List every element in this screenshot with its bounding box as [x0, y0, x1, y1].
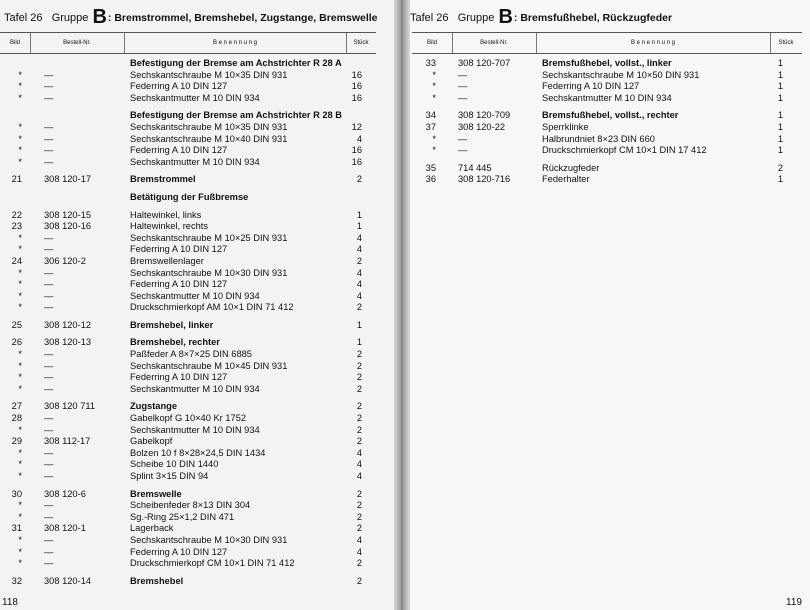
benennung-cell: Federring A 10 DIN 127 [130, 546, 228, 557]
parts-row [0, 221, 380, 233]
bild-cell: 23 [11, 221, 22, 232]
bestell-nr-cell: — [44, 413, 54, 424]
benennung-cell: Sechskantschraube M 10×50 DIN 931 [542, 69, 700, 80]
parts-row [0, 337, 380, 349]
bestell-nr-cell: 308 120-17 [44, 174, 92, 185]
bestell-nr-cell: 308 120-707 [458, 58, 511, 68]
parts-row [0, 122, 380, 134]
parts-row [0, 425, 380, 437]
bestell-nr-cell: — [44, 121, 54, 132]
stueck-cell: 2 [356, 255, 362, 266]
parts-row [0, 436, 380, 448]
parts-row [0, 523, 380, 535]
bild-cell: * [18, 81, 22, 92]
stueck-cell: 1 [777, 145, 783, 156]
bestell-nr-cell: 308 120 711 [44, 401, 96, 412]
bestell-nr-cell: 714 445 [458, 162, 492, 173]
bestell-nr-cell: — [458, 133, 468, 144]
benennung-cell: Haltewinkel, rechts [130, 221, 209, 232]
bild-cell: * [432, 133, 436, 144]
benennung-cell: Scheibe 10 DIN 1440 [130, 459, 219, 470]
bestell-nr-cell: — [44, 145, 54, 156]
stueck-cell: 1 [777, 92, 783, 103]
bild-cell: * [18, 244, 22, 255]
bild-cell: * [18, 349, 22, 360]
bild-cell: * [18, 156, 22, 167]
benennung-cell: Sechskantmutter M 10 DIN 934 [130, 424, 260, 435]
stueck-cell: 2 [356, 575, 362, 586]
parts-row [412, 174, 787, 186]
benennung-cell: Sechskantschraube M 10×35 DIN 931 [130, 121, 288, 132]
group-heading: : Bremstrommel, Bremshebel, Zugstange, Bremswelle [107, 12, 378, 24]
parts-row [0, 471, 380, 483]
bestell-nr-cell: — [458, 69, 468, 80]
parts-row [412, 70, 787, 82]
parts-row [0, 401, 380, 413]
benennung-cell: Bremshebel [130, 575, 184, 586]
parts-row [0, 349, 380, 361]
parts-row [0, 500, 380, 512]
stueck-cell: 4 [356, 290, 362, 301]
benennung-cell: Sechskantmutter M 10 DIN 934 [130, 383, 260, 394]
stueck-cell: 16 [351, 92, 362, 103]
benennung-cell: Sechskantschraube M 10×30 DIN 931 [130, 267, 288, 278]
stueck-cell: 1 [777, 81, 783, 92]
parts-row [0, 459, 380, 471]
bestell-nr-cell: — [44, 92, 54, 103]
left-page [0, 0, 398, 610]
benennung-cell: Sechskantschraube M 10×35 DIN 931 [130, 69, 288, 80]
benennung-cell: Federhalter [542, 174, 590, 185]
stueck-cell: 4 [356, 279, 362, 290]
right-parts-list [412, 58, 787, 186]
benennung-cell: Haltewinkel, links [130, 209, 202, 220]
stueck-cell: 1 [356, 221, 362, 232]
right-page [402, 0, 810, 610]
bild-cell: 34 [425, 110, 436, 121]
parts-row [0, 302, 380, 314]
stueck-cell: 1 [777, 69, 783, 80]
benennung-cell: Splint 3×15 DIN 94 [130, 471, 209, 481]
bestell-nr-cell: 308 120-716 [458, 174, 511, 185]
bestell-nr-cell: — [44, 471, 54, 481]
bestell-nr-cell: — [44, 424, 54, 435]
stueck-cell: 2 [356, 372, 362, 383]
parts-row [0, 279, 380, 291]
left-page-title [4, 6, 378, 29]
bild-cell: * [18, 372, 22, 383]
bestell-nr-cell: — [44, 360, 54, 371]
benennung-cell: Bremsfußhebel, vollst., linker [542, 58, 672, 68]
benennung-cell: Sg.-Ring 25×1,2 DIN 471 [130, 511, 235, 522]
benennung-cell: Bremsfußhebel, vollst., rechter [542, 110, 679, 121]
bild-cell: * [432, 69, 436, 80]
bestell-nr-cell: 308 112-17 [44, 436, 91, 447]
bild-cell: * [18, 232, 22, 243]
bild-cell: * [18, 558, 22, 569]
stueck-cell: 4 [356, 244, 362, 255]
stueck-cell: 2 [356, 523, 362, 534]
benennung-cell: Federring A 10 DIN 127 [130, 372, 228, 383]
bestell-nr-cell: — [44, 558, 54, 569]
bild-cell: 37 [425, 121, 436, 132]
benennung-cell: Federring A 10 DIN 127 [130, 279, 228, 290]
right-page-title [410, 6, 672, 29]
book-gutter [394, 0, 410, 610]
benennung-cell: Befestigung der Bremse am Achstrichter R 28 B [130, 110, 342, 121]
benennung-cell: Sechskantmutter M 10 DIN 934 [130, 290, 260, 301]
stueck-cell: 2 [356, 511, 362, 522]
bild-cell: * [18, 534, 22, 545]
parts-row [0, 576, 380, 588]
stueck-cell: 16 [351, 156, 362, 167]
parts-row [412, 110, 787, 122]
parts-row [0, 145, 380, 157]
bild-cell: 21 [11, 174, 22, 185]
benennung-cell: Druckschmierkopf AM 10×1 DIN 71 412 [130, 302, 294, 313]
parts-row [0, 512, 380, 524]
stueck-cell: 1 [356, 209, 362, 220]
benennung-cell: Sechskantschraube M 10×25 DIN 931 [130, 232, 288, 243]
parts-row [0, 320, 380, 332]
benennung-cell: Paßfeder A 8×7×25 DIN 6885 [130, 349, 252, 360]
benennung-cell: Lagerback [130, 523, 174, 534]
stueck-cell: 2 [356, 383, 362, 394]
parts-row [0, 134, 380, 146]
stueck-cell: 2 [356, 436, 362, 447]
stueck-cell: 1 [777, 133, 783, 144]
bestell-nr-cell: 308 120-15 [44, 209, 92, 220]
bild-cell: * [18, 267, 22, 278]
bild-cell: * [18, 302, 22, 313]
bestell-nr-cell: — [44, 232, 54, 243]
column-header-bestell-nr: Bestell-Nr. [30, 33, 125, 53]
group-letter: B [92, 6, 107, 28]
column-header-bild: Bild [412, 33, 453, 53]
parts-row [412, 122, 787, 134]
bild-cell: 30 [11, 488, 22, 499]
stueck-cell: 12 [351, 121, 362, 132]
stueck-cell: 2 [356, 424, 362, 435]
parts-row [412, 81, 787, 93]
benennung-cell: Federring A 10 DIN 127 [130, 81, 228, 92]
stueck-cell: 1 [356, 337, 362, 348]
bestell-nr-cell: — [458, 92, 468, 103]
stueck-cell: 2 [356, 174, 362, 185]
parts-row [412, 134, 787, 146]
section-heading-row [0, 192, 380, 204]
column-header-bild: Bild [0, 33, 31, 53]
stueck-cell: 1 [777, 110, 783, 121]
stueck-cell: 2 [356, 401, 362, 412]
bestell-nr-cell: 308 120-6 [44, 488, 86, 499]
benennung-cell: Bremshebel, linker [130, 319, 214, 330]
bild-cell: * [18, 69, 22, 80]
benennung-cell: Sechskantmutter M 10 DIN 934 [130, 92, 260, 103]
stueck-cell: 4 [356, 447, 362, 458]
bestell-nr-cell: — [44, 69, 54, 80]
bestell-nr-cell: — [458, 145, 468, 156]
bild-cell: * [18, 511, 22, 522]
benennung-cell: Betätigung der Fußbremse [130, 191, 249, 202]
bild-cell: * [432, 81, 436, 92]
stueck-cell: 1 [356, 319, 362, 330]
bestell-nr-cell: 308 120-709 [458, 110, 511, 121]
parts-row [0, 535, 380, 547]
group-heading: : Bremsfußhebel, Rückzugfeder [513, 12, 673, 24]
parts-row [0, 70, 380, 82]
tafel-label: Tafel 26 [4, 12, 43, 24]
benennung-cell: Druckschmierkopf CM 10×1 DIN 17 412 [542, 145, 707, 156]
stueck-cell: 2 [356, 488, 362, 499]
parts-row [0, 489, 380, 501]
benennung-cell: Sechskantmutter M 10 DIN 934 [130, 156, 260, 167]
bild-cell: * [18, 133, 22, 144]
column-header-stueck: Stück [778, 40, 794, 46]
benennung-cell: Bremshebel, rechter [130, 337, 220, 348]
left-table-header [0, 32, 376, 54]
stueck-cell: 2 [356, 500, 362, 511]
section-heading-row [0, 58, 380, 70]
bild-cell: * [18, 447, 22, 458]
stueck-cell: 2 [356, 558, 362, 569]
parts-row [0, 372, 380, 384]
benennung-cell: Befestigung der Bremse am Achstrichter R 28 A [130, 58, 342, 68]
stueck-cell: 4 [356, 546, 362, 557]
stueck-cell: 2 [356, 360, 362, 371]
parts-row [0, 448, 380, 460]
bild-cell: * [18, 471, 22, 481]
benennung-cell: Sechskantmutter M 10 DIN 934 [542, 92, 672, 103]
stueck-cell: 1 [777, 121, 783, 132]
parts-row [0, 210, 380, 222]
page-number-right: 119 [786, 597, 802, 608]
page-number-left: 118 [2, 597, 18, 608]
bild-cell: * [18, 290, 22, 301]
bestell-nr-cell: — [44, 279, 54, 290]
bestell-nr-cell: 308 120-1 [44, 523, 86, 534]
bestell-nr-cell: — [44, 81, 54, 92]
bild-cell: 28 [11, 413, 22, 424]
parts-row [0, 268, 380, 280]
benennung-cell: Bremstrommel [130, 174, 196, 185]
group-letter: B [498, 6, 513, 28]
bestell-nr-cell: — [458, 81, 468, 92]
bestell-nr-cell: — [44, 349, 54, 360]
bild-cell: 29 [11, 436, 22, 447]
bild-cell: 26 [11, 337, 22, 348]
benennung-cell: Sechskantschraube M 10×30 DIN 931 [130, 534, 288, 545]
bestell-nr-cell: — [44, 133, 54, 144]
bild-cell: 35 [425, 162, 436, 173]
section-heading-row [0, 110, 380, 122]
parts-row [0, 558, 380, 570]
parts-row [412, 93, 787, 105]
bild-cell: * [18, 546, 22, 557]
bild-cell: * [18, 424, 22, 435]
bild-cell: 25 [11, 319, 22, 330]
parts-row [0, 157, 380, 169]
parts-row [0, 413, 380, 425]
bestell-nr-cell: — [44, 156, 54, 167]
parts-row [412, 163, 787, 175]
stueck-cell: 16 [351, 69, 362, 80]
column-header-bestell-nr: Bestell-Nr. [452, 33, 537, 53]
parts-row [0, 174, 380, 186]
bestell-nr-cell: — [44, 500, 54, 511]
parts-row [0, 291, 380, 303]
benennung-cell: Gabelkopf G 10×40 Kr 1752 [130, 413, 247, 424]
gruppe-label: Gruppe [51, 12, 89, 24]
left-parts-list [0, 58, 380, 587]
benennung-cell: Bolzen 10 f 8×28×24,5 DIN 1434 [130, 447, 266, 458]
parts-row [0, 93, 380, 105]
benennung-cell: Druckschmierkopf CM 10×1 DIN 71 412 [130, 558, 295, 569]
bild-cell: * [432, 145, 436, 156]
bild-cell: 24 [11, 255, 22, 266]
bild-cell: * [18, 459, 22, 470]
stueck-cell: 1 [777, 174, 783, 185]
benennung-cell: Federring A 10 DIN 127 [542, 81, 640, 92]
benennung-cell: Bremswelle [130, 488, 182, 499]
column-header-benennung: B e n e n n u n g [124, 33, 347, 53]
benennung-cell: Zugstange [130, 401, 178, 412]
stueck-cell: 4 [356, 459, 362, 470]
bild-cell: 27 [11, 401, 22, 412]
parts-row [0, 233, 380, 245]
bild-cell: * [432, 92, 436, 103]
stueck-cell: 4 [356, 267, 362, 278]
benennung-cell: Federring A 10 DIN 127 [130, 145, 228, 156]
bestell-nr-cell: 308 120-13 [44, 337, 92, 348]
stueck-cell: 2 [356, 302, 362, 313]
benennung-cell: Sechskantschraube M 10×40 DIN 931 [130, 133, 288, 144]
benennung-cell: Federring A 10 DIN 127 [130, 244, 228, 255]
gruppe-label: Gruppe [457, 12, 495, 24]
right-table-header [412, 32, 802, 54]
stueck-cell: 4 [356, 471, 362, 481]
bild-cell: 33 [425, 58, 436, 68]
benennung-cell: Bremswellenlager [130, 255, 204, 266]
stueck-cell: 4 [356, 133, 362, 144]
stueck-cell: 2 [356, 413, 362, 424]
bestell-nr-cell: 308 120-22 [458, 121, 506, 132]
column-header-benennung: B e n e n n u n g [536, 33, 771, 53]
bestell-nr-cell: 308 120-16 [44, 221, 92, 232]
bestell-nr-cell: — [44, 290, 54, 301]
bild-cell: 31 [11, 523, 22, 534]
parts-row [412, 145, 787, 157]
stueck-cell: 2 [356, 349, 362, 360]
stueck-cell: 16 [351, 145, 362, 156]
bestell-nr-cell: — [44, 383, 54, 394]
benennung-cell: Sechskantschraube M 10×45 DIN 931 [130, 360, 288, 371]
bild-cell: * [18, 279, 22, 290]
parts-row [0, 81, 380, 93]
bestell-nr-cell: — [44, 267, 54, 278]
parts-row [0, 384, 380, 396]
bestell-nr-cell: 308 120-12 [44, 319, 92, 330]
parts-row [412, 58, 787, 70]
bild-cell: * [18, 92, 22, 103]
stueck-cell: 16 [351, 81, 362, 92]
stueck-cell: 4 [356, 534, 362, 545]
bestell-nr-cell: — [44, 511, 54, 522]
benennung-cell: Rückzugfeder [542, 162, 600, 173]
bild-cell: * [18, 500, 22, 511]
bestell-nr-cell: — [44, 372, 54, 383]
parts-row [0, 547, 380, 559]
parts-row [0, 256, 380, 268]
bestell-nr-cell: — [44, 546, 54, 557]
bestell-nr-cell: 306 120-2 [44, 255, 86, 266]
benennung-cell: Scheibenfeder 8×13 DIN 304 [130, 500, 251, 511]
bild-cell: 22 [11, 209, 22, 220]
column-header-stueck: Stück [353, 40, 369, 46]
benennung-cell: Gabelkopf [130, 436, 173, 447]
bild-cell: 36 [425, 174, 436, 185]
bestell-nr-cell: — [44, 244, 54, 255]
benennung-cell: Sperrklinke [542, 121, 589, 132]
tafel-label: Tafel 26 [410, 12, 449, 24]
bestell-nr-cell: — [44, 459, 54, 470]
bild-cell: * [18, 360, 22, 371]
parts-row [0, 361, 380, 373]
bestell-nr-cell: 308 120-14 [44, 575, 92, 586]
bestell-nr-cell: — [44, 534, 54, 545]
bild-cell: 32 [11, 575, 22, 586]
bild-cell: * [18, 383, 22, 394]
parts-row [0, 244, 380, 256]
stueck-cell: 1 [777, 58, 783, 68]
stueck-cell: 4 [356, 232, 362, 243]
bestell-nr-cell: — [44, 302, 54, 313]
bild-cell: * [18, 121, 22, 132]
bestell-nr-cell: — [44, 447, 54, 458]
stueck-cell: 2 [777, 162, 783, 173]
bild-cell: * [18, 145, 22, 156]
benennung-cell: Halbrundniet 8×23 DIN 660 [542, 133, 655, 144]
